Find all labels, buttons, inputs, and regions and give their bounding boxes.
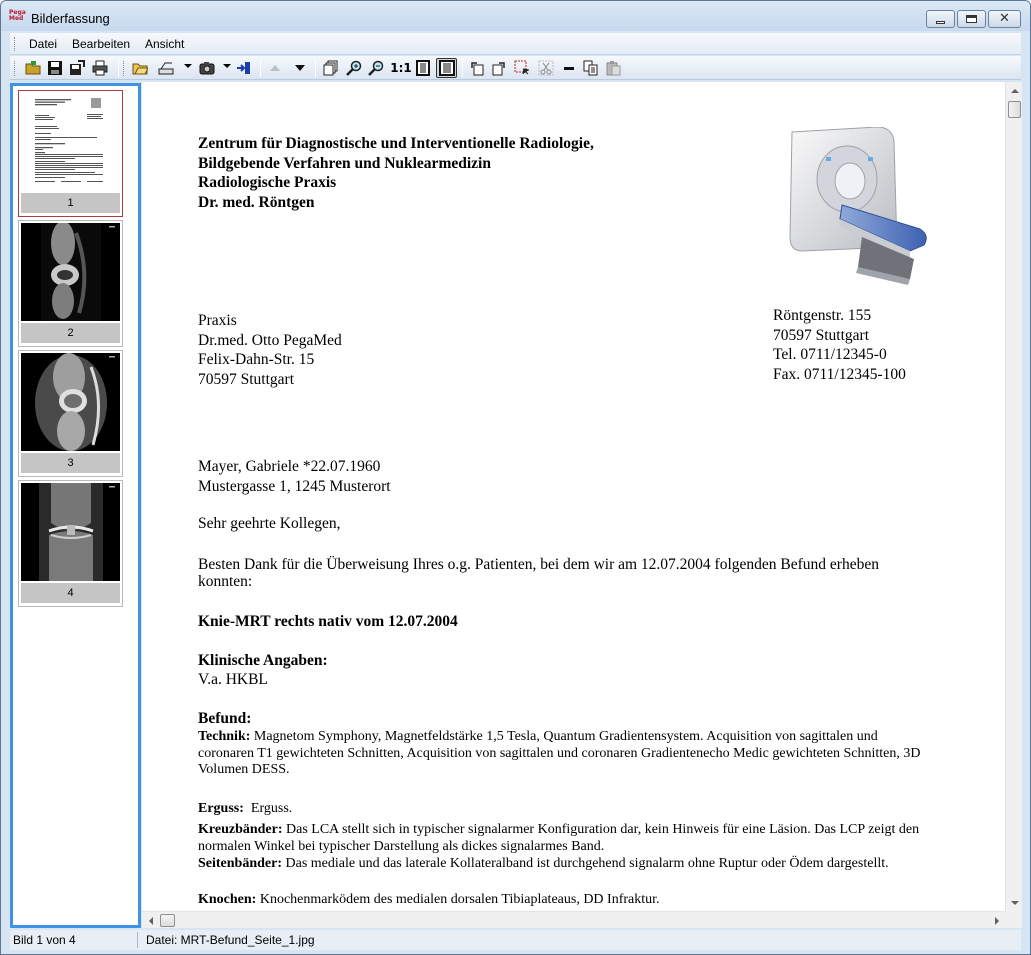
toolbar-grip[interactable] [14,61,17,76]
intro-paragraph: Besten Dank für die Überweisung Ihres o.g. Patienten, bei dem wir am 12.07.2004 folgenden Befund erheben konnten: [198,556,879,590]
cut-button[interactable] [537,59,555,77]
maximize-icon [966,15,977,23]
pegamed-app-icon: Pega Med [9,9,26,22]
rotate-left-icon [469,60,485,76]
previous-image-button[interactable] [266,59,284,77]
menu-bar [10,33,1021,55]
mri-knee-preview [21,353,120,451]
clinical-heading: Klinische Angaben: [198,652,328,669]
minimize-button[interactable] [926,10,955,28]
new-folder-button[interactable] [24,59,42,77]
pages-icon [323,60,339,76]
import-button[interactable] [235,59,253,77]
seitenbaender-text: Das mediale und das laterale Kollateralband ist durchgehend signalarm ohne Ruptur oder Ödem dargestellt. [282,856,889,871]
fit-width-icon [415,60,431,76]
seitenbaender-label: Seitenbänder: [198,856,282,871]
zoom-out-icon [368,60,384,76]
actual-size-button[interactable] [390,59,412,77]
scroll-down-button[interactable] [1006,894,1023,911]
copy-button[interactable] [582,59,600,77]
sender-line: Röntgenstr. 155 [773,307,872,324]
delete-button[interactable] [560,59,578,77]
menu-ansicht[interactable]: Ansicht [145,37,185,51]
paste-button[interactable] [605,59,623,77]
vertical-scroll-thumb[interactable] [1008,101,1021,118]
ct-scanner-image [782,127,932,287]
menu-bearbeiten[interactable]: Bearbeiten [72,37,131,51]
rotate-right-button[interactable] [490,59,508,77]
camera-icon [199,60,215,76]
triangle-down-icon [292,60,308,76]
fit-page-icon [439,60,455,76]
knochen-paragraph [198,892,928,909]
thumbnail-image-mri [21,353,120,451]
knochen-label: Knochen: [198,892,257,907]
triangle-up-icon [267,60,283,76]
scroll-left-button[interactable] [142,912,159,929]
document-page [142,82,1004,910]
horizontal-scroll-thumb[interactable] [160,914,175,927]
copy-icon [583,60,599,76]
zoom-in-button[interactable] [345,59,363,77]
recipient-line: 70597 Stuttgart [198,370,295,388]
patient-address: Mustergasse 1, 1245 Musterort [198,477,391,495]
sender-line: Fax. 0711/12345-100 [773,365,906,383]
recipient-line: Praxis [198,312,237,329]
scroll-up-button[interactable] [1006,82,1023,99]
thumbnail-label: 3 [21,453,120,473]
thumbnail-label: 2 [21,323,120,343]
thumbnail-3[interactable] [18,350,123,477]
thumbnail-1[interactable] [18,90,123,217]
thumbnail-image-document [21,93,120,191]
arrow-left-icon [149,917,153,925]
mri-sagittal-preview [21,223,120,321]
scan-button[interactable] [157,59,175,77]
title-bar[interactable] [1,1,1030,31]
fit-width-button[interactable] [414,59,432,77]
scroll-right-button[interactable] [988,912,1005,929]
import-icon [236,60,252,76]
clinical-text: V.a. HKBL [198,671,268,688]
thumbnail-4[interactable] [18,480,123,607]
document-preview [21,93,120,191]
erguss-paragraph [198,801,928,818]
scrollbar-corner [1005,911,1022,928]
scissors-icon [538,60,554,76]
zoom-out-button[interactable] [367,59,385,77]
patient-info [198,457,391,496]
rotate-right-icon [491,60,507,76]
sender-line: Tel. 0711/12345-0 [773,346,887,363]
print-icon [92,60,108,76]
file-name: Datei: MRT-Befund_Seite_1.jpg [146,933,315,947]
kreuzbaender-text: Das LCA stellt sich in typischer signalarmer Konfiguration dar, kein Hinweis für eine Läsion. Das LCP zeigt den normalen Winkel bei typischer Darstellung als dickes signalarmes Band. [198,822,920,854]
open-button[interactable] [131,59,149,77]
thumbnail-image-mri [21,483,120,581]
fit-page-button[interactable] [436,58,457,78]
thumbnail-image-mri [21,223,120,321]
toolbar-separator [315,59,316,77]
save-as-icon [69,60,85,76]
open-folder-icon [132,60,148,76]
arrow-right-icon [995,917,999,925]
arrow-up-icon [1011,89,1019,93]
kreuzbaender-paragraph [198,822,928,855]
mri-coronal-preview [21,483,120,581]
toolbar-separator [118,59,119,77]
recipient-address [198,311,342,389]
actual-size-label: 1:1 [390,61,412,75]
menu-datei[interactable]: Datei [29,37,58,51]
document-view[interactable] [142,82,1022,928]
minimize-icon [936,21,945,24]
letterhead-line: Radiologische Praxis [198,174,337,191]
camera-dropdown-arrow[interactable] [223,64,231,68]
zoom-in-icon [346,60,362,76]
technik-label: Technik: [198,729,251,744]
recipient-line: Dr.med. Otto PegaMed [198,331,342,349]
paste-icon [606,60,622,76]
knochen-text: Knochenmarködem des medialen dorsalen Tibiaplateaus, DD Infraktur. [256,892,660,907]
kreuzbaender-label: Kreuzbänder: [198,822,283,837]
crop-select-icon [514,60,530,76]
close-icon: ✕ [999,11,1010,26]
save-button[interactable] [46,59,64,77]
next-image-button[interactable] [291,59,309,77]
horizontal-scrollbar[interactable] [142,911,1005,928]
rotate-left-button[interactable] [468,59,486,77]
thumbnail-label: 4 [21,583,120,603]
save-as-button[interactable] [68,59,86,77]
toolbar-grip-2[interactable] [123,61,126,76]
image-counter: Bild 1 von 4 [13,933,76,947]
recipient-line: Felix-Dahn-Str. 15 [198,351,315,368]
seitenbaender-paragraph [198,856,928,873]
status-separator [137,932,138,948]
camera-button[interactable] [198,59,216,77]
sender-line: 70597 Stuttgart [773,326,870,344]
maximize-button[interactable] [957,10,986,28]
scanner-icon [158,60,174,76]
vertical-scrollbar[interactable] [1005,82,1022,911]
window-title: Bilderfassung [31,11,110,26]
scan-dropdown-arrow[interactable] [184,64,192,68]
sender-address [773,306,906,384]
print-button[interactable] [91,59,109,77]
findings-heading: Befund: [198,710,252,727]
open-folder-icon [25,60,41,76]
study-title: Knie-MRT rechts nativ vom 12.07.2004 [198,613,458,630]
technik-text: Magnetom Symphony, Magnetfeldstärke 1,5 Tesla, Quantum Gradientensystem. Acquisition von sagittalen und coronaren T1 gewichteten Schnitten, Acquisition von sagittalen und coronaren Gradientenecho Medic gewichteten Schnitten, 3D Volumen DESS. [198,729,921,777]
save-icon [47,60,63,76]
menu-grip[interactable] [14,37,17,51]
erguss-text: Erguss. [243,801,293,816]
letterhead-line: Bildgebende Verfahren und Nuklearmedizin [198,154,491,172]
arrow-down-icon [1011,901,1019,905]
multi-page-button[interactable] [322,59,340,77]
status-bar [10,930,1021,950]
close-button[interactable] [988,10,1021,28]
letterhead-line: Dr. med. Röntgen [198,193,315,211]
minus-icon [561,60,577,76]
toolbar-separator [462,59,463,77]
select-area-button[interactable] [513,59,531,77]
greeting: Sehr geehrte Kollegen, [198,515,341,532]
erguss-label: Erguss: [198,801,244,816]
toolbar-separator [260,59,261,77]
patient-name: Mayer, Gabriele *22.07.1960 [198,458,381,475]
thumbnail-panel[interactable] [10,83,141,928]
toolbar [10,56,1021,80]
technik-paragraph [198,729,928,779]
letterhead-line: Zentrum für Diagnostische und Interventionelle Radiologie, [198,135,594,152]
thumbnail-2[interactable] [18,220,123,347]
letterhead [198,134,594,212]
thumbnail-label: 1 [21,193,120,213]
